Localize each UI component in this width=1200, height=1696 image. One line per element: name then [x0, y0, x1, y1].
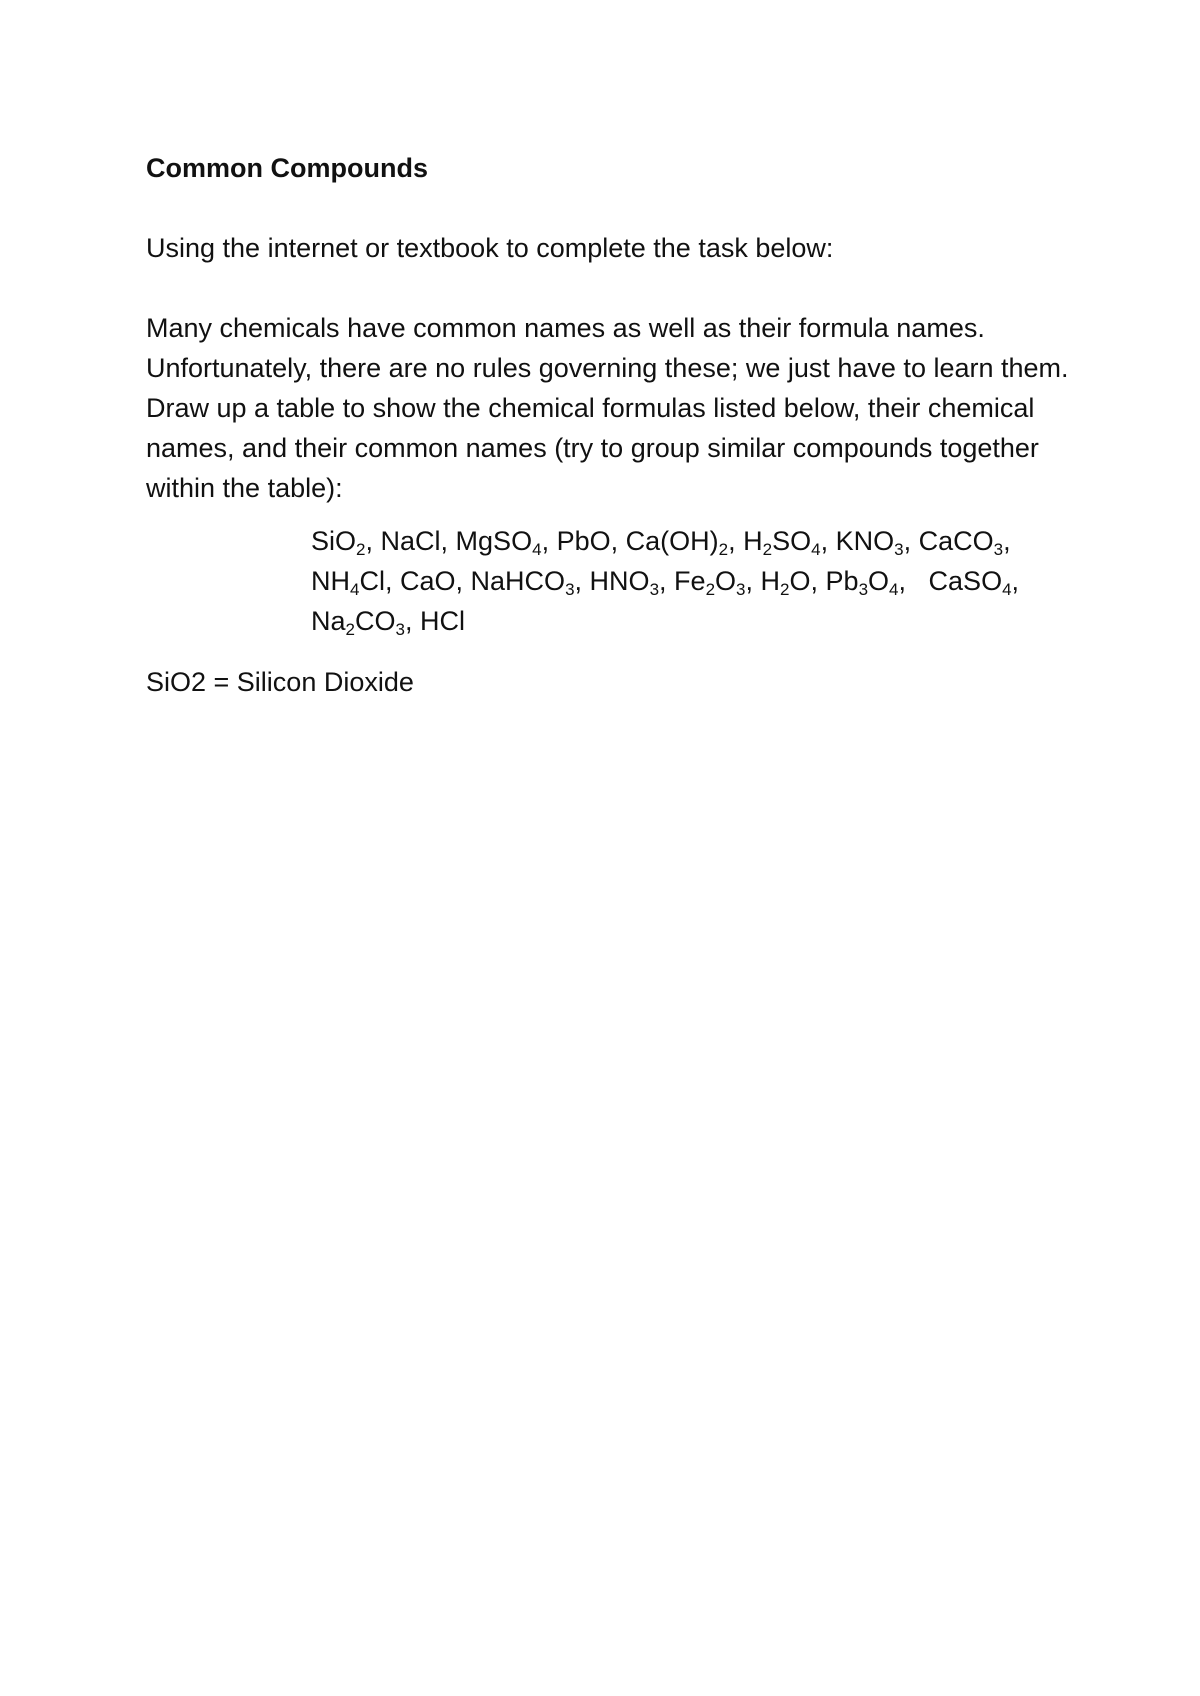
formula-symbol: Cl — [359, 566, 385, 596]
formula-symbol: NaCl — [380, 526, 441, 556]
task-paragraph: Many chemicals have common names as well as their formula names. Unfortunately, there are no rules governing these; we just have to learn them. Draw up a table to show the chemical formulas listed below, their chemical names, and their common names (try to group similar compounds together within the table): — [146, 313, 1069, 503]
formula-symbol: O — [981, 566, 1003, 596]
formula-subscript: 3 — [565, 580, 575, 599]
formula-subscript: 2 — [345, 620, 355, 639]
formula-separator: , — [1003, 526, 1011, 556]
chemical-formula — [311, 526, 366, 559]
formula-separator: , — [365, 526, 381, 556]
formula-symbol: H — [760, 566, 781, 596]
formula-list — [311, 521, 1076, 641]
formula-line — [311, 561, 1076, 601]
formula-symbol: Na — [311, 606, 346, 636]
formula-separator: , — [810, 566, 826, 596]
formula-line — [311, 521, 1076, 561]
formula-subscript: 3 — [649, 580, 660, 599]
formula-subscript: 2 — [718, 540, 729, 559]
formula-symbol: O — [544, 566, 566, 596]
formula-symbol: O — [335, 526, 357, 556]
formula-symbol: O — [715, 566, 737, 596]
instruction-text: Using the internet or textbook to complete the task below: — [146, 233, 834, 263]
formula-subscript: 4 — [811, 540, 821, 559]
formula-subscript: 3 — [858, 580, 869, 599]
formula-separator: , — [541, 526, 557, 556]
chemical-formula — [674, 566, 746, 599]
formula-symbol: O — [374, 606, 396, 636]
formula-separator: , — [1011, 566, 1020, 596]
formula-symbol: HCl — [419, 606, 465, 636]
formula-subscript: 4 — [889, 580, 899, 599]
chemical-formula — [918, 526, 1004, 559]
formula-symbol: CaO — [399, 566, 456, 596]
formula-symbol: O — [790, 526, 812, 556]
answer-line: SiO2 = Silicon Dioxide — [146, 667, 414, 697]
chemical-formula — [625, 526, 729, 559]
chemical-formula — [835, 526, 904, 559]
formula-symbol: O — [628, 566, 650, 596]
formula-subscript: 4 — [1002, 580, 1012, 599]
chemical-formula — [928, 566, 1012, 599]
formula-symbol: O — [972, 526, 994, 556]
formula-symbol: O — [511, 526, 533, 556]
formula-separator: , — [574, 566, 590, 596]
formula-separator: , — [820, 526, 836, 556]
formula-subscript: 2 — [705, 580, 716, 599]
formula-subscript: 4 — [532, 540, 542, 559]
formula-symbol: C — [354, 606, 375, 636]
formula-symbol: S — [772, 526, 791, 556]
formula-symbol: PbO — [556, 526, 611, 556]
formula-separator: , — [440, 526, 456, 556]
chemical-formula — [825, 566, 899, 599]
formula-symbol: Fe — [674, 566, 706, 596]
formula-subscript: 4 — [350, 580, 360, 599]
document-title: Common Compounds — [146, 153, 428, 183]
formula-symbol: O — [789, 566, 811, 596]
formula-symbol: O — [873, 526, 895, 556]
formula-symbol: Ca(OH) — [625, 526, 719, 556]
formula-separator: , — [610, 526, 626, 556]
formula-symbol: KN — [835, 526, 874, 556]
formula-subscript: 3 — [395, 620, 405, 639]
formula-subscript: 2 — [356, 540, 366, 559]
formula-symbol: Si — [311, 526, 336, 556]
formula-symbol: MgS — [455, 526, 512, 556]
formula-line — [311, 601, 1076, 641]
formula-subscript: 2 — [762, 540, 773, 559]
formula-subscript: 2 — [780, 580, 790, 599]
formula-separator: , — [745, 566, 761, 596]
formula-subscript: 3 — [736, 580, 746, 599]
formula-subscript: 3 — [894, 540, 904, 559]
formula-symbol: O — [868, 566, 890, 596]
chemical-formula — [589, 566, 660, 599]
chemical-formula — [470, 566, 575, 599]
chemical-formula — [743, 526, 821, 559]
chemical-formula — [557, 526, 611, 556]
chemical-formula — [311, 566, 385, 599]
formula-separator: , — [659, 566, 675, 596]
chemical-formula — [760, 566, 811, 599]
chemical-formula — [381, 526, 441, 556]
chemical-formula — [455, 526, 542, 559]
formula-symbol: NH — [311, 566, 350, 596]
formula-separator: , — [384, 566, 400, 596]
formula-separator: , — [898, 566, 929, 596]
chemical-formula — [400, 566, 456, 596]
formula-symbol: NaHC — [470, 566, 545, 596]
formula-symbol: HN — [589, 566, 629, 596]
formula-subscript: 3 — [993, 540, 1004, 559]
formula-symbol: CaS — [928, 566, 982, 596]
formula-separator: , — [455, 566, 471, 596]
formula-symbol: CaC — [918, 526, 973, 556]
formula-symbol: H — [743, 526, 763, 556]
formula-separator: , — [903, 526, 919, 556]
formula-symbol: Pb — [825, 566, 859, 596]
chemical-formula — [311, 606, 405, 639]
chemical-formula — [420, 606, 465, 636]
formula-separator: , — [404, 606, 420, 636]
formula-separator: , — [728, 526, 744, 556]
document-content — [146, 148, 1076, 702]
